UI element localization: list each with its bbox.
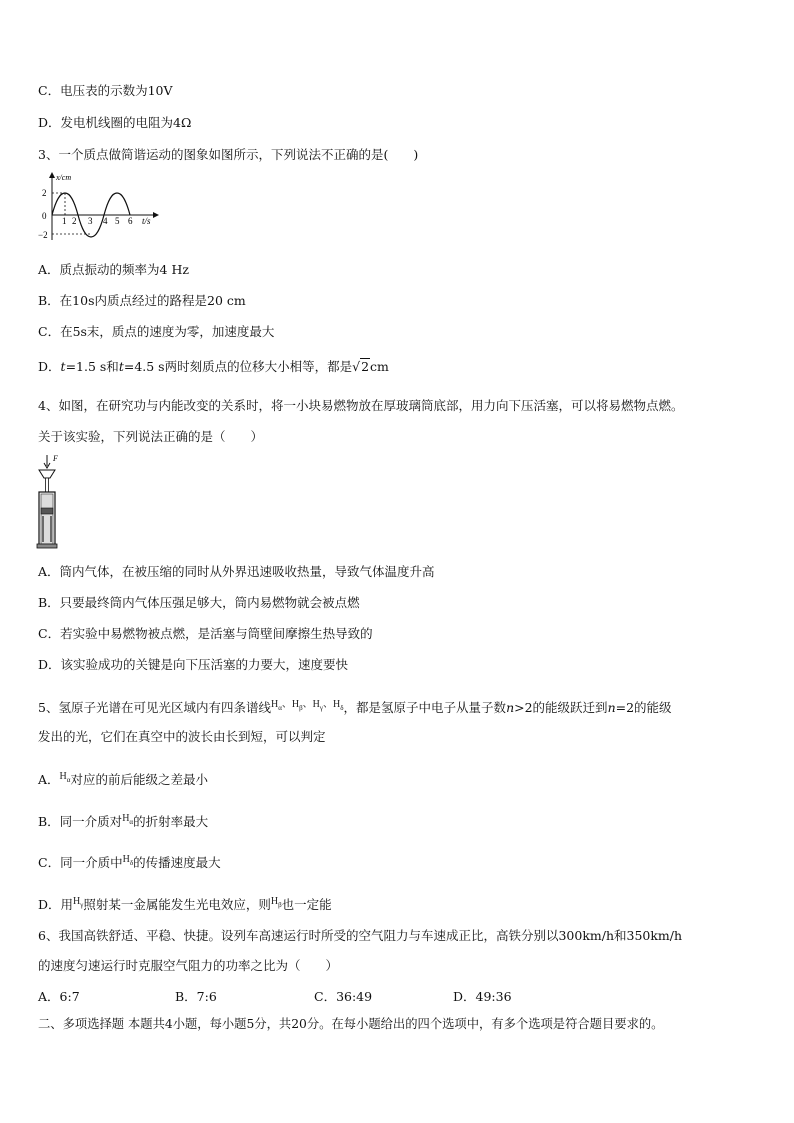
q4-option-a: A．筒内气体，在被压缩的同时从外界迅速吸收热量，导致气体温度升高 [38,564,435,579]
q3-graph-xtick: 2 [72,216,77,226]
h-gamma-symbol: Hγ [312,699,323,712]
q3-graph-origin: 0 [42,211,47,221]
q5-option-a: A．$^{H_\alpha}$对应的前后能级之差最小 [38,771,208,787]
q5-option-b: B．同一介质对$^{H_\alpha}$的折射率最大 [38,813,209,829]
h-delta-symbol: Hδ [333,699,344,712]
q3-graph-xtick: 3 [88,216,93,226]
q4-stem-line1: 4、如图，在研究功与内能改变的关系时，将一小块易燃物放在厚玻璃筒底部，用力向下压活塞，可以将易燃物点燃。 [38,398,684,413]
q5-stem-line2: 发出的光，它们在真空中的波长由长到短，可以判定 [38,729,326,744]
q3-graph-xlabel: t/s [142,216,151,226]
q6-stem-line2: 的速度匀速运行时克服空气阻力的功率之比为（ ） [38,958,339,973]
q3-graph-xtick: 6 [128,216,133,226]
h-alpha-symbol: Hα [270,699,282,712]
q4-stem-line2: 关于该实验，下列说法正确的是（ ） [38,429,264,444]
sqrt-2: √2 [352,359,370,374]
q3-option-a: A．质点振动的频率为4 Hz [38,262,189,277]
q3-graph-ytick: 2 [42,188,47,198]
q3-option-d: D．t=1.5 s和t=4.5 s两时刻质点的位移大小相等，都是√2cm [38,359,389,374]
q6-option-b: B．7:6 [175,989,217,1004]
q3-graph-xtick: 1 [62,216,67,226]
q3-graph-ytick: −2 [38,230,48,240]
q4-option-c: C．若实验中易燃物被点燃，是活塞与筒壁间摩擦生热导致的 [38,626,373,641]
h-beta-symbol: Hβ [291,699,303,712]
q3-graph-ylabel: x/cm [56,173,72,182]
q6-stem-line1: 6、我国高铁舒适、平稳、快捷。设列车高速运行时所受的空气阻力与车速成正比，高铁分别以300km/h和350km/h [38,928,683,943]
section-2-heading: 二、多项选择题 本题共4小题，每小题5分，共20分。在每小题给出的四个选项中，有多个选项是符合题目要求的。 [38,1017,664,1031]
q3-graph-xtick: 4 [103,216,108,226]
q6-option-a: A．6:7 [38,989,80,1004]
q4-option-d: D．该实验成功的关键是向下压活塞的力要大，速度要快 [38,657,349,672]
q2-option-d: D．发电机线圈的电阻为4Ω [38,115,192,130]
q5-option-d: D．用$^{H_\gamma}$照射某一金属能发生光电效应，则$^{H_\beta}$也一定能 [38,896,332,912]
q6-option-c: C．36:49 [314,989,373,1004]
q5-stem-line1: 5、氢原子光谱在可见光区域内有四条谱线$^{H_\alpha、H_\beta、H_\gamma、H_\delta}$，都是氢原子中电子从量子数n>2的能级跃迁到n=2的能级 [38,699,672,715]
q3-option-c: C．在5s末，质点的速度为零，加速度最大 [38,324,275,339]
q3-vibration-graph [38,170,163,242]
q5-option-c: C．同一介质中$^{H_\delta}$的传播速度最大 [38,854,221,870]
q3-stem: 3、一个质点做简谐运动的图象如图所示，下列说法不正确的是( ) [38,147,419,162]
q4-force-label: F [53,454,58,463]
q2-option-c: C．电压表的示数为10V [38,83,173,98]
q6-option-d: D．49:36 [453,989,512,1004]
q3-option-b: B．在10s内质点经过的路程是20 cm [38,293,246,308]
q4-option-b: B．只要最终筒内气体压强足够大，筒内易燃物就会被点燃 [38,595,360,610]
q3-graph-xtick: 5 [115,216,120,226]
q4-piston-cylinder-figure [34,452,74,552]
